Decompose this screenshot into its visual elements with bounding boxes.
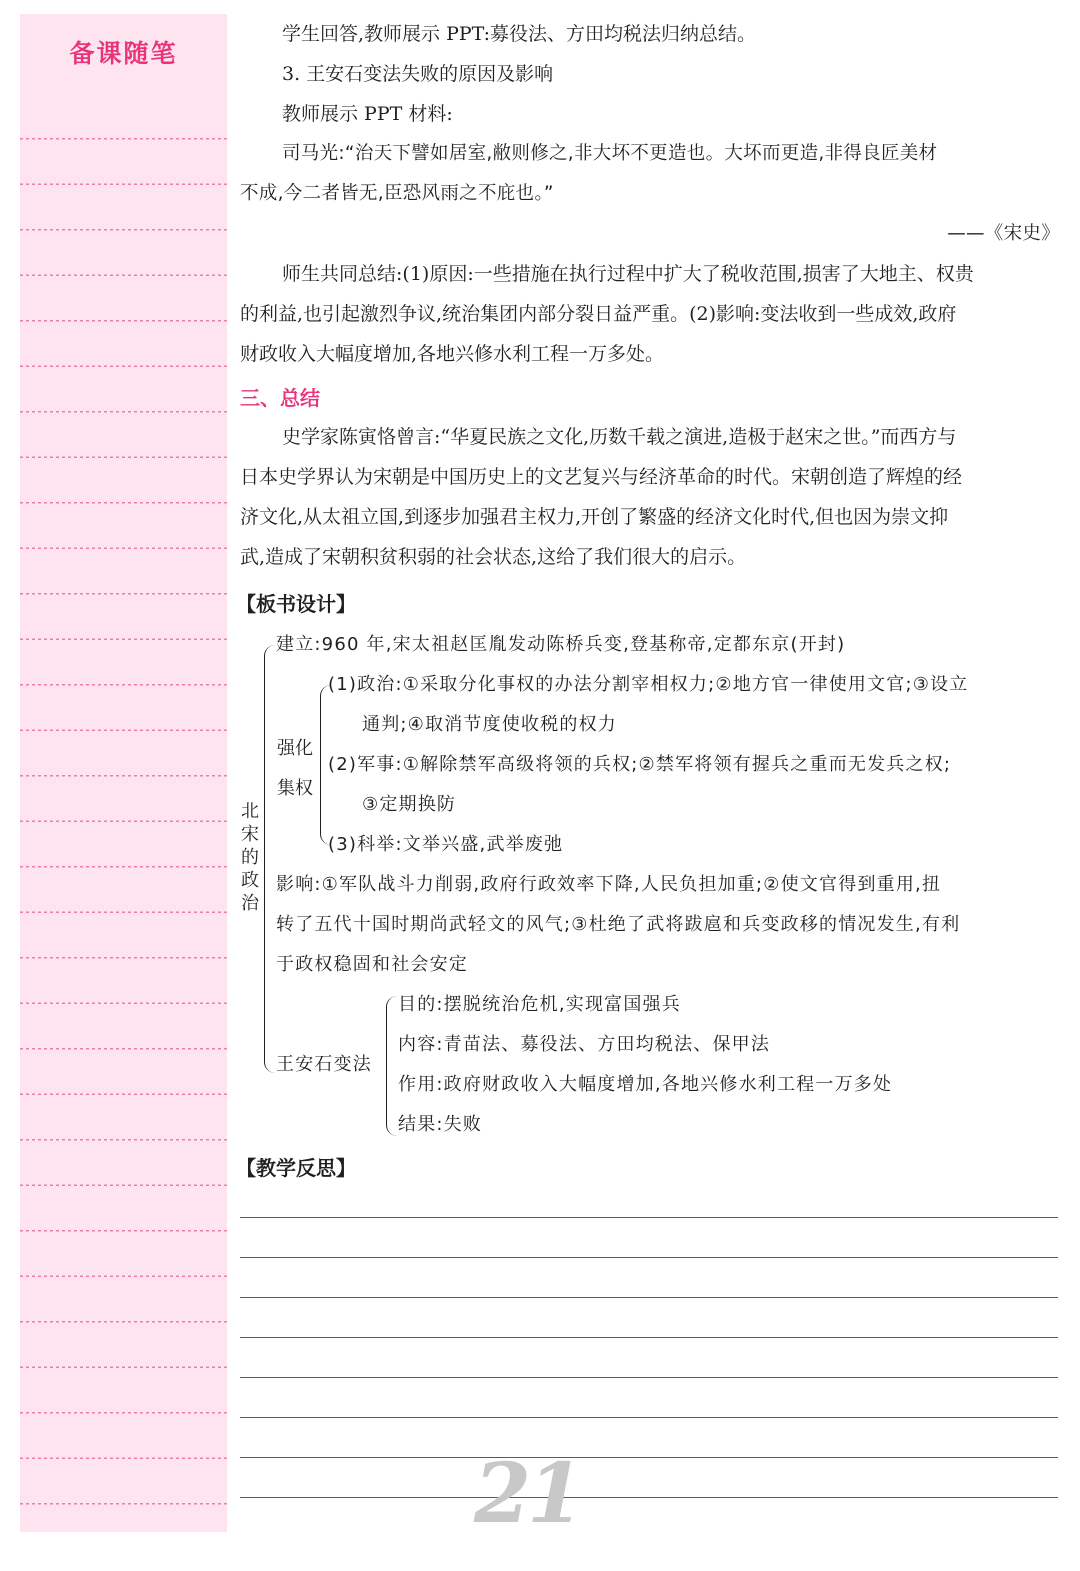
notes-column-title: 备课随笔: [69, 39, 178, 68]
root-brace: [264, 645, 275, 1073]
board-exam: (3)科举:文举兴盛,武举废弛: [328, 834, 564, 855]
paragraph: 武,造成了宋朝积贫积弱的社会状态,这给了我们很大的启示。: [240, 546, 747, 568]
centralize-label: 强化集权: [277, 738, 313, 799]
reform-purpose: 目的:摆脱统治危机,实现富国强兵: [398, 994, 681, 1015]
writing-line: [240, 1297, 1058, 1298]
notes-column: [20, 14, 227, 1532]
reform-content: 内容:青苗法、募役法、方田均税法、保甲法: [398, 1034, 771, 1055]
reform-brace: [386, 996, 397, 1136]
paragraph: 史学家陈寅恪曾言:“华夏民族之文化,历数千载之演进,造极于赵宋之世。”而西方与: [282, 426, 957, 448]
section-heading: 三、总结: [240, 386, 320, 410]
paragraph: 学生回答,教师展示 PPT:募役法、方田均税法归纳总结。: [282, 23, 757, 45]
reflection-heading: 【教学反思】: [236, 1156, 356, 1180]
writing-line: [240, 1337, 1058, 1338]
quote-line: 不成,今二者皆无,臣恐风雨之不庇也。”: [240, 183, 554, 204]
board-politics-cont: 通判;④取消节度使收税的权力: [362, 714, 617, 735]
paragraph: 师生共同总结:(1)原因:一些措施在执行过程中扩大了税收范围,损害了大地主、权贵: [282, 263, 974, 285]
writing-line: [240, 1457, 1058, 1458]
writing-line: [240, 1257, 1058, 1258]
board-impact-cont: 于政权稳固和社会安定: [276, 954, 468, 975]
notes-dotted-lines: [20, 94, 227, 1522]
quote-line: 司马光:“治天下譬如居室,敝则修之,非大坏不更造也。大坏而更造,非得良匠美材: [282, 143, 938, 164]
reform-effect: 作用:政府财政收入大幅度增加,各地兴修水利工程一万多处: [398, 1074, 893, 1095]
writing-line: [240, 1217, 1058, 1218]
reform-label: 王安石变法: [276, 1054, 372, 1075]
board-impact-cont: 转了五代十国时期尚武轻文的风气;③杜绝了武将跋扈和兵变政移的情况发生,有利: [276, 914, 961, 935]
paragraph: 教师展示 PPT 材料:: [282, 103, 453, 125]
paragraph: 财政收入大幅度增加,各地兴修水利工程一万多处。: [240, 343, 665, 365]
writing-line: [240, 1417, 1058, 1418]
paragraph: 济文化,从太祖立国,到逐步加强君主权力,开创了繁盛的经济文化时代,但也因为崇文抑: [240, 506, 949, 528]
paragraph: 日本史学界认为宋朝是中国历史上的文艺复兴与经济革命的时代。宋朝创造了辉煌的经: [240, 466, 963, 488]
board-impact: 影响:①军队战斗力削弱,政府行政效率下降,人民负担加重;②使文官得到重用,扭: [276, 874, 942, 895]
page-number: 21: [474, 1446, 581, 1542]
writing-line: [240, 1377, 1058, 1378]
paragraph: 的利益,也引起激烈争议,统治集团内部分裂日益严重。(2)影响:变法收到一些成效,政府: [240, 303, 957, 325]
board-heading: 【板书设计】: [236, 592, 356, 616]
quote-source: ——《宋史》: [947, 223, 1060, 244]
subheading: 3. 王安石变法失败的原因及影响: [282, 63, 554, 85]
board-politics: (1)政治:①采取分化事权的办法分割宰相权力;②地方官一律使用文官;③设立: [328, 674, 969, 695]
board-military-cont: ③定期换防: [362, 794, 457, 815]
board-founding: 建立:960 年,宋太祖赵匡胤发动陈桥兵变,登基称帝,定都东京(开封): [276, 634, 846, 655]
writing-line: [240, 1497, 1058, 1498]
root-label: 北宋的政治: [241, 801, 259, 914]
reform-result: 结果:失败: [398, 1114, 483, 1135]
board-military: (2)军事:①解除禁军高级将领的兵权;②禁军将领有握兵之重而无发兵之权;: [328, 754, 952, 775]
